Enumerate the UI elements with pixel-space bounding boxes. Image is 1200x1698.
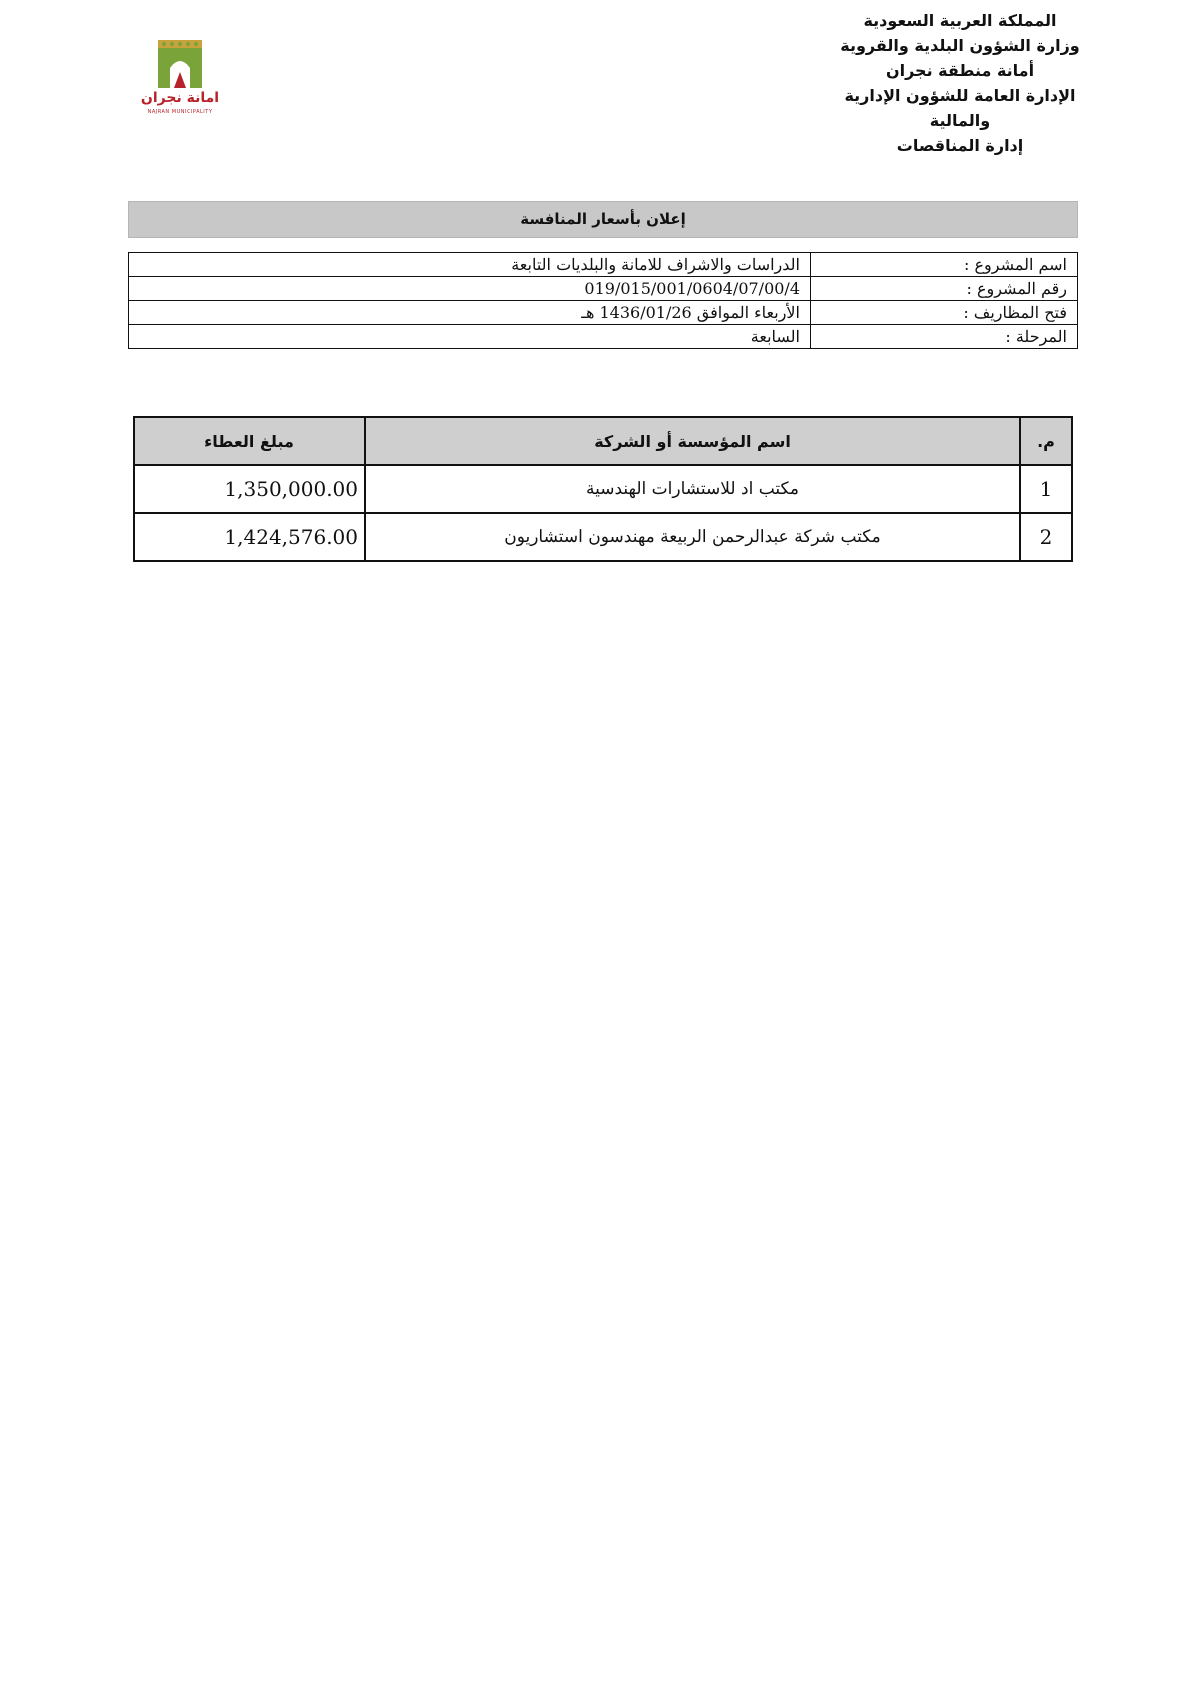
envelope-opening-value: الأربعاء الموافق 1436/01/26 هـ (129, 301, 811, 325)
table-row (129, 301, 1078, 325)
table-row (134, 465, 1072, 513)
column-header-number: م. (1020, 417, 1072, 465)
project-info-table (128, 252, 1078, 349)
row-number: 2 (1020, 513, 1072, 561)
table-row (129, 277, 1078, 301)
header-line: المملكة العربية السعودية (863, 11, 1057, 30)
header-line: الإدارة العامة للشؤون الإدارية (844, 86, 1076, 105)
table-row (129, 325, 1078, 349)
logo-subtext: NAJRAN MUNICIPALITY (147, 109, 213, 115)
company-name: مكتب اد للاستشارات الهندسية (365, 465, 1020, 513)
logo-text: امانة نجران (140, 90, 220, 106)
column-header-amount: مبلغ العطاء (134, 417, 365, 465)
stage-label: المرحلة : (811, 325, 1078, 349)
column-header-company: اسم المؤسسة أو الشركة (365, 417, 1020, 465)
header-line: وزارة الشؤون البلدية والقروية (840, 36, 1080, 55)
project-name-label: اسم المشروع : (811, 253, 1078, 277)
project-number-value: 019/015/001/0604/07/00/4 (129, 277, 811, 301)
header-line: والمالية (929, 111, 991, 130)
header-line: إدارة المناقصات (896, 136, 1024, 155)
company-name: مكتب شركة عبدالرحمن الربيعة مهندسون استشاريون (365, 513, 1020, 561)
logo-emblem-icon (140, 38, 220, 98)
stage-value: السابعة (129, 325, 811, 349)
row-number: 1 (1020, 465, 1072, 513)
table-row (134, 513, 1072, 561)
bid-amount: 1,424,576.00 (134, 513, 365, 561)
table-header-row (134, 417, 1072, 465)
header-line: أمانة منطقة نجران (885, 61, 1035, 80)
bid-amount: 1,350,000.00 (134, 465, 365, 513)
organization-header (830, 8, 1090, 158)
table-row (129, 253, 1078, 277)
project-name-value: الدراسات والاشراف للامانة والبلديات التابعة (129, 253, 811, 277)
najran-municipality-logo (140, 38, 220, 120)
envelope-opening-label: فتح المظاريف : (811, 301, 1078, 325)
announcement-banner: إعلان بأسعار المنافسة (128, 201, 1078, 238)
bids-table (133, 416, 1073, 562)
project-number-label: رقم المشروع : (811, 277, 1078, 301)
